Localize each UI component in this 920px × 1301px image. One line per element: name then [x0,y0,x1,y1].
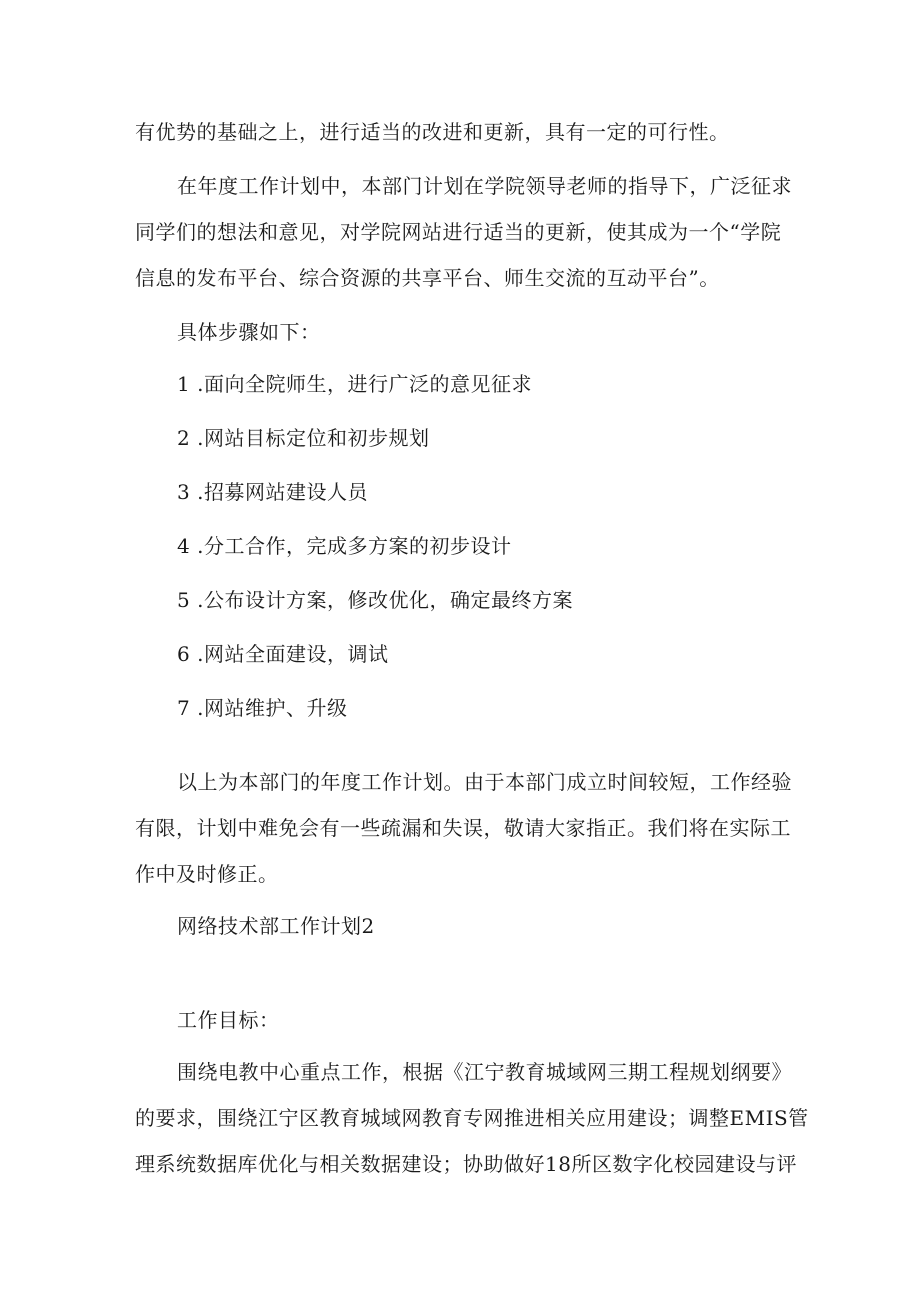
plan-paragraph-line-3: 信息的发布平台、综合资源的共享平台、师生交流的互动平台”。 [135,266,720,290]
step-item-3: 3 .招募网站建设人员 [177,480,368,504]
goal-text-line-1: 围绕电教中心重点工作，根据《江宁教育城域网三期工程规划纲要》 [177,1060,792,1084]
goal-heading: 工作目标： [177,1008,280,1032]
goal-text-line-2: 的要求，围绕江宁区教育城域网教育专网推进相关应用建设；调整EMIS管 [135,1106,809,1130]
closing-line-1: 以上为本部门的年度工作计划。由于本部门成立时间较短，工作经验 [177,770,792,794]
step-item-2: 2 .网站目标定位和初步规划 [177,426,430,450]
goal-text-line-3: 理系统数据库优化与相关数据建设；协助做好18所区数字化校园建设与评 [135,1152,797,1176]
paragraph-continuation: 有优势的基础之上，进行适当的改进和更新，具有一定的可行性。 [135,120,730,144]
step-item-5: 5 .公布设计方案，修改优化，确定最终方案 [177,588,573,612]
step-item-7: 7 .网站维护、升级 [177,696,348,720]
plan-paragraph-line-2: 同学们的想法和意见，对学院网站进行适当的更新，使其成为一个“学院 [135,220,782,244]
plan-paragraph-line-1: 在年度工作计划中，本部门计划在学院领导老师的指导下，广泛征求 [177,174,792,198]
closing-line-3: 作中及时修正。 [135,862,279,886]
step-item-4: 4 .分工合作，完成多方案的初步设计 [177,534,512,558]
closing-line-2: 有限，计划中难免会有一些疏漏和失误，敬请大家指正。我们将在实际工 [135,816,791,840]
step-item-6: 6 .网站全面建设，调试 [177,642,389,666]
step-item-1: 1 .面向全院师生，进行广泛的意见征求 [177,372,532,396]
section-title: 网络技术部工作计划2 [177,914,375,938]
steps-intro: 具体步骤如下： [177,320,321,344]
